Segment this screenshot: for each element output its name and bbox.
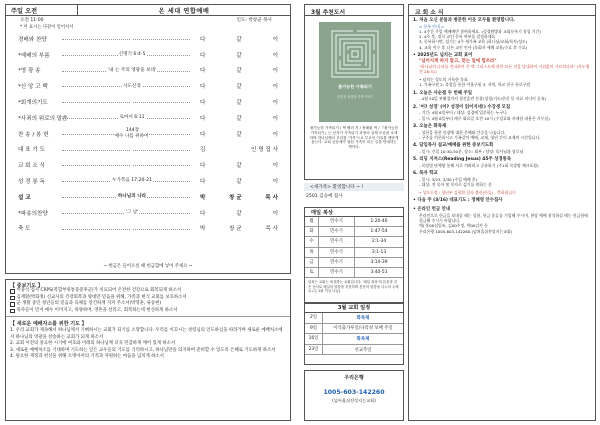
reading-day: 월 xyxy=(305,217,319,226)
schedule-row xyxy=(305,324,403,335)
reading-chapter: 3:14-39 xyxy=(370,259,388,265)
worship-item-name: *예배의 부름 xyxy=(18,52,50,59)
bulletin-right-page xyxy=(300,0,600,425)
reading-row xyxy=(305,268,403,278)
worship-header xyxy=(6,5,290,15)
worship-order-row xyxy=(6,221,290,237)
worship-item-detail-text xyxy=(131,147,133,152)
worship-time: 오전 11:00 xyxy=(20,18,44,23)
reading-day: 수 xyxy=(305,237,319,246)
schedule-event: 화목제 xyxy=(356,315,370,321)
leader-part: 이 xyxy=(272,36,278,43)
leader-part: 다 xyxy=(200,36,206,43)
leader-part: 같 xyxy=(236,115,242,122)
worship-item-detail-text: '그 날' xyxy=(125,210,139,216)
worship-item-name: *신 앙 고 백 xyxy=(18,84,48,91)
worship-item-name: *영 광 송 xyxy=(18,68,41,75)
worship-order-row xyxy=(6,110,290,126)
leader-part: 다 xyxy=(200,163,206,170)
church-schedule-title: 3월 교회 일정 xyxy=(305,303,403,313)
worship-item-leader xyxy=(200,193,290,201)
worship-item-name: *파송의찬양 xyxy=(18,210,48,217)
news-detail: 2. 4주 후, 정식 교인 등록 여부를 결정하세요 xyxy=(419,34,496,40)
reading-book: 민수기 xyxy=(319,268,355,277)
worship-item-name: 교 회 소 식 xyxy=(18,163,45,170)
worship-item-name: 찬 송 / 봉 헌 xyxy=(18,131,49,138)
leader-part: 다 xyxy=(200,68,206,75)
recommended-book-title: 3월 추천도서 xyxy=(305,5,403,16)
news-detail: - 대상: 전 목자 및 목자로 섬기를 원하는 분 xyxy=(419,182,492,188)
worship-item-detail-text: 사도신경 xyxy=(123,83,141,89)
news-item: 1. 오늘은 사순절 두 번째 주일 xyxy=(413,90,473,96)
schedule-row xyxy=(305,345,403,356)
account-number: 1005-603-142260 xyxy=(323,389,385,396)
leader-part: 김 xyxy=(200,147,206,154)
worship-item-leader xyxy=(200,161,290,169)
leader-part: 목 사 xyxy=(265,226,278,233)
reading-row xyxy=(305,227,403,237)
worship-item-leader xyxy=(200,98,290,106)
worship-order-row xyxy=(6,63,290,79)
worship-item-name: *회개의기도 xyxy=(18,100,48,107)
leader-part: 다 xyxy=(200,179,206,186)
leader-part: 다 xyxy=(200,210,206,217)
worship-order-row xyxy=(6,205,290,221)
dotted-leader xyxy=(62,150,190,151)
leader-part: 목 사 xyxy=(265,194,278,201)
book-cover-subtitle: 잊혀진 성경적 가족이야기 xyxy=(337,95,373,99)
worship-order-box xyxy=(5,4,291,274)
news-detail: • 성도동정 : 청년부 김형환 집사 출산(아들) - 축하합니다 xyxy=(419,190,516,196)
reading-row xyxy=(305,237,403,247)
leader-part: 같 xyxy=(236,84,242,91)
reading-chapter: 2:1-34 xyxy=(371,239,387,245)
checkbox-icon xyxy=(10,289,15,294)
reading-book: 민수기 xyxy=(319,227,355,236)
leader-part: 이 xyxy=(272,210,278,217)
reading-book: 민수기 xyxy=(319,248,355,257)
worship-item-name: *사죄의 위로의 말씀 xyxy=(18,115,68,122)
leader-part: 같 xyxy=(236,36,242,43)
prayer-paragraph: 3. 새로운 예배처소를 기대하며 기도하는 일은 교우들의 기도를 기억하시고, 하나님만을 의지하여 준비할 수 있도록 은혜로 기도하게 하소서 xyxy=(10,347,276,353)
news-detail: 온라인으로 헌금을 보내실 때는 성함, 헌금 종류를 기입해 주시며, 현장 예배 참석하실 때는 헌금함에 헌금해 주시기 바랍니다. xyxy=(419,213,588,224)
prayer-box xyxy=(5,279,291,421)
dotted-leader xyxy=(62,39,190,40)
church-news-title: 교 회 소 식 xyxy=(409,5,595,16)
schedule-date: 16일 xyxy=(305,334,323,344)
reading-book: 민수기 xyxy=(319,258,355,267)
leader-part: 같 xyxy=(236,52,242,59)
church-schedule-table xyxy=(305,313,403,355)
worship-item-detail-text xyxy=(131,36,133,41)
leader-part: 같 xyxy=(236,131,242,138)
schedule-date: 23일 xyxy=(305,345,323,355)
leader-part: 박 xyxy=(200,194,206,201)
news-detail: - 4월 20일 부활절까지 경건훈련 동참(성경/기도/헌신 등 자료 미디어 공유) xyxy=(419,96,547,102)
schedule-event: 선교주일 xyxy=(354,347,372,353)
intercession-item xyxy=(10,301,286,308)
worship-order-row xyxy=(6,31,290,47)
checkbox-icon xyxy=(10,302,15,307)
intercession-item xyxy=(10,288,286,295)
dotted-leader xyxy=(62,102,190,103)
leader-part: 이 xyxy=(272,131,278,138)
news-detail: - 일시: 주일 10:30-50분, 장소: 외부 / 담당: 목사님과 장로님 xyxy=(419,148,524,154)
intercession-text: 김재환(박화정) 신교사의 건강회복과 양대만 믿음을 위해, 가족과 현식 교회를 보호하소서 xyxy=(16,294,187,300)
leader-part: 다 xyxy=(200,52,206,59)
reading-day: 금 xyxy=(305,258,319,267)
church-schedule-box xyxy=(304,302,404,365)
worship-item-leader xyxy=(200,51,290,59)
news-detail: - 성찬을 통한 목장에 대한 은혜와 간증을 나눕니다. xyxy=(419,129,506,135)
reading-book: 민수기 xyxy=(319,237,355,246)
recommended-book-box xyxy=(304,4,404,180)
leader-part: 다 xyxy=(200,115,206,122)
checkbox-icon xyxy=(10,309,15,314)
leader-part: 창 균 xyxy=(229,226,242,233)
worship-order-row xyxy=(6,47,290,63)
daily-reading-box xyxy=(304,207,404,304)
news-detail: - 일시: 3/23, 3/30 (주일 예배 후) xyxy=(419,176,478,182)
reading-row xyxy=(305,258,403,268)
leader-part: 다 xyxy=(200,84,206,91)
dotted-leader xyxy=(62,165,190,166)
news-item: 6. 목자 학교 xyxy=(413,171,438,177)
worship-item-name: 설 교 xyxy=(18,194,31,201)
worship-item-name: 대 표 기 도 xyxy=(18,147,45,154)
church-news-box xyxy=(408,4,596,421)
leader-part: 이 xyxy=(272,163,278,170)
prayer-paragraph: 2. 교회 이전의 중요한 시기에 여호와 이레의 하나님께 더욱 민감하게 깨어 있게 하소서 xyxy=(10,341,176,347)
schedule-event: 이석출가루일/나리성 보배 주일 xyxy=(333,326,393,332)
worship-item-name: 성 경 봉 독 xyxy=(18,179,45,186)
worship-item-detail-text: 신명기 6:4-5 xyxy=(118,52,146,58)
daily-reading-title: 매일 복상 xyxy=(305,208,403,217)
reading-day: 목 xyxy=(305,248,319,257)
new-family-label: <새가족> 환영합니다 ~ ! xyxy=(304,183,404,191)
leader-part: 이 xyxy=(272,52,278,59)
worship-order-row xyxy=(6,157,290,173)
intercession-text: 이중석 집사 CRPS(복합부위통증증후군)가 치료되어 온전한 건강으로 회복되게 하소서 xyxy=(16,288,182,293)
worship-standing-note: * 이 표시는 다같이 일어서서 xyxy=(20,25,74,30)
leader-part: 이 xyxy=(272,100,278,107)
worship-item-detail-text xyxy=(131,226,133,231)
news-item: 5. 리딩 지저스(Reading Jesus) 45주 성경통독 xyxy=(413,157,512,163)
intercession-list xyxy=(6,288,290,314)
worship-order-row xyxy=(6,173,290,189)
worship-item-leader xyxy=(200,145,290,153)
news-item: • 2025년도 넘치는 교회 표어 xyxy=(413,52,473,58)
news-item: 2. '어? 성경' (어? 성경이 읽어지네!) 수강생 모집 xyxy=(413,104,511,110)
news-detail: - 기간: 4월 6일부터 / 대상: 성경에 입문하는 누구나 xyxy=(419,110,507,116)
leader-part: 다 xyxy=(200,131,206,138)
leader-part: 인 명 집 사 xyxy=(251,147,278,154)
worship-title: 온 세대 연합예배 xyxy=(158,8,210,15)
news-detail: < 등록 안내 > xyxy=(419,23,445,29)
account-holder: (넘어울쉬전성지는교회) xyxy=(332,398,376,403)
news-item: 1. 처음 오신 분들과 방문한 이웃 모두를 환영합니다. xyxy=(413,18,515,23)
leader-part: 박 xyxy=(200,226,206,233)
news-motto: "넘어지게 하지 말고, 맞는 일에 힘쓰라" xyxy=(419,58,497,64)
leader-part: 이 xyxy=(272,179,278,186)
worship-item-leader xyxy=(200,35,290,43)
leader-part: 같 xyxy=(236,210,242,217)
news-detail: 4. 교육 이수 후 다른 교인 인사 (목회자 세례 교육/수료 후 수료) xyxy=(419,44,528,50)
reading-row xyxy=(305,217,403,227)
prayer-paragraph: 1. 우리 교회가 계속해서 하나님께서 기뻐하시는 교회가 되기를 소망합니다. 우리를 이끄시는 성령님의 인도하심을 따라가며 새로운 예배처소에서 하나님의 영광을 찬송하는 교회가 되게 하소서 xyxy=(10,328,283,340)
new-place-prayer-list xyxy=(6,328,290,360)
leader-part: 이 xyxy=(272,68,278,75)
news-detail: 1. 4주간 주일 예배에만 참여하세요. (성경탐방과 교회등록기 작성 기간) xyxy=(419,29,541,34)
schedule-row xyxy=(305,313,403,324)
news-detail: 1. 가족구원 2. 목장을 통한 이웃구원 3. 지역, 학교 친구 등로구원 xyxy=(419,82,531,88)
schedule-row xyxy=(305,334,403,345)
worship-order-row xyxy=(6,126,290,142)
news-detail: - 구주를 의존하시고 가족같이 예배, 교제, 청년 간이 교제의 시간입니다. xyxy=(419,134,541,140)
worship-order-row xyxy=(6,189,290,205)
reading-row xyxy=(305,248,403,258)
worship-item-leader xyxy=(200,177,290,185)
worship-order-list xyxy=(6,31,290,236)
worship-item-leader xyxy=(200,130,290,138)
worship-preacher: 인도: 박창균 목사 xyxy=(236,18,272,23)
worship-item-leader xyxy=(200,82,290,90)
worship-item-leader xyxy=(200,224,290,232)
worship-item-detail-text xyxy=(131,99,133,104)
worship-item-detail-text: 하나님의 나라 xyxy=(117,194,147,200)
worship-item-detail-text: 144장 예수 나를 위하여 xyxy=(114,128,149,139)
intercession-item xyxy=(10,308,286,315)
news-item: • 온라인 헌금 안내 xyxy=(413,207,451,213)
schedule-date: 2일 xyxy=(305,313,323,323)
dotted-leader xyxy=(62,229,190,230)
worship-item-detail-text: '내 는 주의 영광을 보네' xyxy=(107,67,157,73)
worship-session-label: 주일 오전 xyxy=(6,5,78,15)
reading-day: 토 xyxy=(305,268,319,277)
worship-info-row xyxy=(6,15,290,23)
reading-chapter: 1:47-54 xyxy=(370,229,388,235)
reading-chapter: 1:20-46 xyxy=(370,219,388,225)
news-detail: • 넘치는 성도의 거룩한 목표 xyxy=(419,77,468,83)
news-item: 4. 담임목사 설교/예배를 위한 중보기도회 xyxy=(413,143,494,149)
worship-item-detail-text xyxy=(131,163,133,168)
checkbox-icon xyxy=(10,296,15,301)
bank-name: 우리은행 xyxy=(344,375,364,381)
leader-part: 같 xyxy=(236,179,242,186)
leader-part: 다 xyxy=(200,100,206,107)
worship-item-detail-text: 누가복음 17:20-21 xyxy=(112,178,152,184)
news-detail: - 목장별 단체방 통해 서로 격려하고 공유하기 (주1회 목장방 체크포함) xyxy=(419,162,539,168)
worship-item-name: 경배와 찬양 xyxy=(18,36,47,43)
intercession-title: 【 중보기도 】 xyxy=(10,283,43,289)
worship-item-detail-text: 로마서 6:11 xyxy=(119,115,145,121)
news-detail: 예) 홍00십일조, 김00주정, 박00감사 등 xyxy=(419,223,488,229)
news-detail: 3. 등록하시면, 섬기는 4주 새가족 교육 (하나님/교회/목사/성도) xyxy=(419,39,528,45)
reading-book: 민수기 xyxy=(319,217,355,226)
daily-reading-note: 넘치는 교회는 복상하는 교회입니다. '매일 복상'의 본문과 같은 순서로 매일의 말씀을 묵상하며 본문의 말씀을 나누어 주세요 (주 1회 이상 나눔). xyxy=(308,280,399,294)
worship-item-name: 축 도 xyxy=(18,226,31,233)
daily-reading-table xyxy=(305,217,403,278)
leader-part: 같 xyxy=(236,163,242,170)
leader-part: 창 균 xyxy=(228,194,242,201)
worship-item-leader xyxy=(200,114,290,122)
prayer-paragraph: 4. 필요한 재정과 헌신을 위해 오병이어의 기적과 자원하는 마음을 넘치게 하소서 xyxy=(10,354,164,359)
church-news-list xyxy=(409,16,595,236)
book-cover-title: 불가능한 가족되기 xyxy=(338,84,372,89)
worship-order-row xyxy=(6,94,290,110)
news-detail: 우리은행 1005-603-142260 (넘쳐울쉬전성지는교회) xyxy=(419,228,513,234)
worship-item-leader xyxy=(200,66,290,74)
news-detail: - 일시: 4월 8일부터 매주 화요일 오전 10시 (수강료와 자세한 내용은 사무실) xyxy=(419,115,550,121)
new-place-prayer-title: 【 새로운 예배자소를 위한 기도 】 xyxy=(6,316,290,328)
schedule-event: 화목제 xyxy=(356,336,370,342)
leader-part: 이 xyxy=(272,84,278,91)
leader-part: 같 xyxy=(236,68,242,75)
intercession-text: 군 생활 중인 청년들의 믿음과 육체를 강건하게 지켜 주소서(박영훈, 류승현) xyxy=(16,301,162,307)
offering-account-box xyxy=(304,370,404,421)
news-item: 3. 오늘은 화목제 xyxy=(413,123,447,129)
offering-note: ~ 헌금은 들어오실 때 헌금함에 넣어 주세요 ~ xyxy=(103,264,193,269)
maze-illustration xyxy=(331,30,379,78)
worship-order-row xyxy=(6,142,290,158)
worship-item-leader xyxy=(200,209,290,217)
intercession-text: 목자들이 먼저 예수 이미지고, 목양하며, 영혼을 살리고, 회복하는데 헌신하게 하소서 xyxy=(16,307,178,313)
new-family-greeting xyxy=(304,183,404,204)
schedule-date: 9일 xyxy=(305,324,323,334)
new-family-names: 2501 김승예 집사 xyxy=(306,194,343,199)
reading-day: 화 xyxy=(305,227,319,236)
news-item: • 다음 주 (3/16) 대표기도 : 정혜영 안수집사 xyxy=(413,198,503,204)
reading-chapter: 3:40-51 xyxy=(370,270,388,276)
book-cover xyxy=(319,22,391,122)
reading-chapter: 3:1-13 xyxy=(371,249,387,255)
news-detail: "하나님의 나라를 전파하며 온 맥 그리스도께 관한 모든 것을 담대하여 거침없이 가르치더라" (사도행전 28:31) xyxy=(419,63,590,75)
leader-part: 이 xyxy=(272,115,278,122)
leader-part: 같 xyxy=(236,100,242,107)
book-description: 불가능한 가족되기 / 잭 펠러 저 / 정혜림 역 / 『불가능한 가족되기』는 신자가 가족되기 과정의 실제 모습을 소개하며 하나님께서 우리를 '가족'으로 부르신 이유를 깨닫게 돕는다. 교회 공동체가 참된 가족이 되는 길을 안내하는 책이다. xyxy=(309,126,399,150)
worship-order-row xyxy=(6,78,290,94)
